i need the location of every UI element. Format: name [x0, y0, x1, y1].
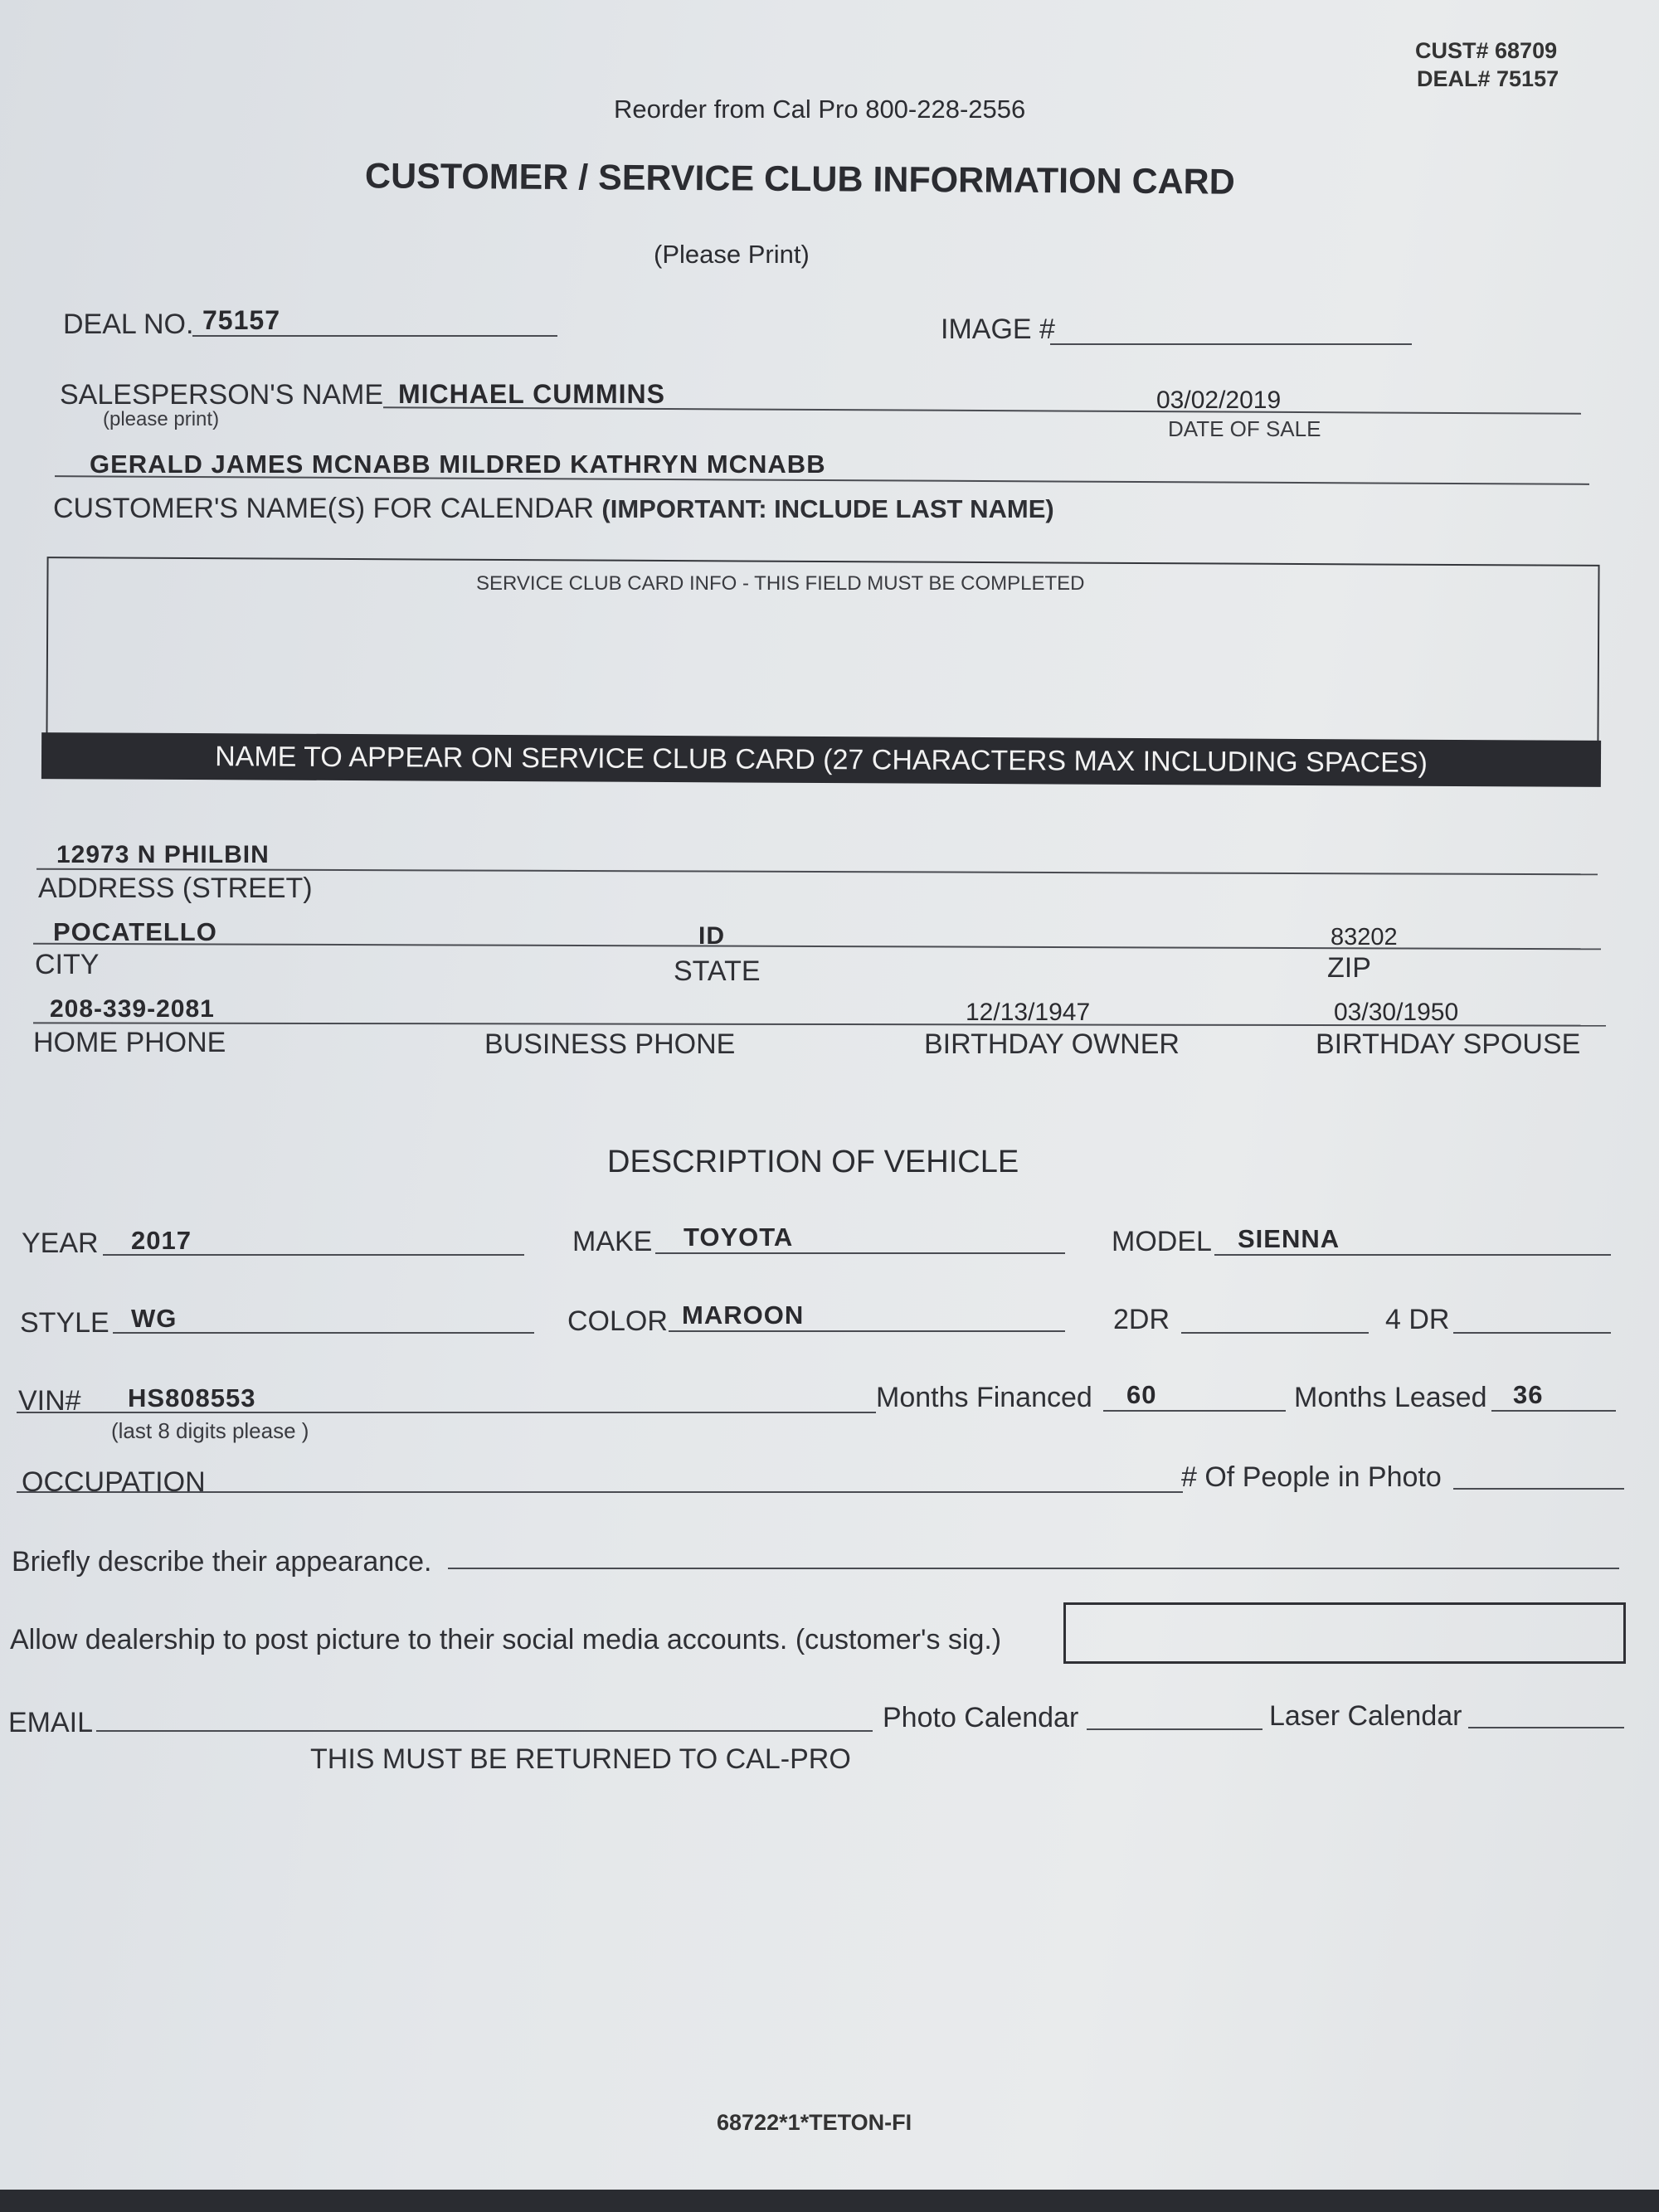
model-label: MODEL	[1112, 1226, 1212, 1257]
city-label: CITY	[35, 949, 100, 980]
style-label: STYLE	[20, 1307, 109, 1339]
customer-names-value: GERALD JAMES MCNABB MILDRED KATHRYN MCNABB	[90, 450, 826, 479]
make-label: MAKE	[572, 1226, 653, 1257]
photo-calendar-label: Photo Calendar	[883, 1702, 1079, 1733]
laser-calendar-label: Laser Calendar	[1269, 1700, 1462, 1732]
months-leased-value: 36	[1513, 1380, 1544, 1409]
photo-calendar-line	[1087, 1728, 1262, 1730]
birthday-owner-label: BIRTHDAY OWNER	[924, 1028, 1180, 1060]
months-financed-label: Months Financed	[876, 1382, 1092, 1413]
salesperson-sub-label: (please print)	[103, 408, 220, 430]
people-in-photo-label: # Of People in Photo	[1181, 1461, 1442, 1493]
laser-calendar-line	[1468, 1727, 1624, 1728]
zip-label: ZIP	[1327, 952, 1371, 984]
home-phone-value: 208-339-2081	[50, 995, 215, 1023]
months-leased-line	[1491, 1410, 1616, 1412]
appearance-line	[448, 1568, 1619, 1569]
two-door-label: 2DR	[1113, 1304, 1170, 1335]
customer-names-label-text: CUSTOMER'S NAME(S) FOR CALENDAR	[53, 493, 594, 524]
zip-value: 83202	[1331, 924, 1398, 950]
customer-signature-box[interactable]	[1063, 1602, 1626, 1664]
street-label: ADDRESS (STREET)	[38, 873, 313, 904]
customer-names-label	[53, 493, 1054, 525]
cust-number: CUST# 68709	[1415, 38, 1558, 63]
image-number-label: IMAGE #	[941, 314, 1055, 345]
year-value: 2017	[131, 1226, 192, 1255]
state-value: ID	[698, 922, 725, 950]
deal-number-corner: DEAL# 75157	[1417, 66, 1559, 91]
street-value: 12973 N PHILBIN	[56, 841, 270, 868]
deal-no-value: 75157	[202, 305, 280, 335]
birthday-owner-value: 12/13/1947	[966, 999, 1091, 1026]
date-of-sale-value: 03/02/2019	[1156, 386, 1282, 414]
city-value: POCATELLO	[53, 917, 217, 946]
vehicle-section-title: DESCRIPTION OF VEHICLE	[607, 1145, 1019, 1179]
reorder-note: Reorder from Cal Pro 800-228-2556	[614, 95, 1026, 124]
birthday-spouse-label: BIRTHDAY SPOUSE	[1316, 1028, 1581, 1060]
service-club-box-title: SERVICE CLUB CARD INFO - THIS FIELD MUST BE COMPLETED	[476, 572, 1085, 595]
occupation-label: OCCUPATION	[22, 1466, 206, 1498]
customer-names-important: (IMPORTANT: INCLUDE LAST NAME)	[601, 494, 1054, 523]
occupation-line	[17, 1491, 1183, 1493]
email-label: EMAIL	[8, 1707, 94, 1738]
vin-label: VIN#	[18, 1385, 81, 1417]
deal-no-label: DEAL NO.	[63, 309, 194, 340]
vin-value: HS808553	[128, 1383, 256, 1412]
color-value: MAROON	[682, 1300, 805, 1330]
home-phone-label: HOME PHONE	[33, 1027, 226, 1058]
vin-sub-label: (last 8 digits please )	[111, 1418, 309, 1443]
desk-edge	[0, 2190, 1659, 2212]
appearance-label: Briefly describe their appearance.	[12, 1546, 432, 1578]
please-print-note: (Please Print)	[654, 240, 810, 269]
birthday-spouse-value: 03/30/1950	[1334, 999, 1459, 1026]
salesperson-label: SALESPERSON'S NAME	[60, 379, 384, 411]
service-club-name-bar-label: NAME TO APPEAR ON SERVICE CLUB CARD (27 CHARACTERS MAX INCLUDING SPACES)	[215, 741, 1428, 779]
make-value: TOYOTA	[684, 1223, 794, 1252]
state-label: STATE	[674, 955, 761, 987]
return-note: THIS MUST BE RETURNED TO CAL-PRO	[310, 1743, 851, 1775]
year-label: YEAR	[22, 1228, 99, 1259]
model-value: SIENNA	[1238, 1224, 1340, 1253]
months-financed-value: 60	[1126, 1380, 1157, 1409]
image-number-line	[1050, 343, 1412, 345]
form-code: 68722*1*TETON-FI	[717, 2110, 912, 2135]
make-line	[655, 1252, 1065, 1254]
people-in-photo-line	[1453, 1488, 1624, 1490]
model-line	[1214, 1254, 1611, 1256]
four-door-label: 4 DR	[1385, 1304, 1450, 1335]
business-phone-label: BUSINESS PHONE	[484, 1028, 736, 1060]
email-line	[96, 1730, 873, 1732]
color-line	[669, 1330, 1065, 1332]
salesperson-value: MICHAEL CUMMINS	[398, 379, 665, 409]
months-financed-line	[1103, 1410, 1286, 1412]
form-title: CUSTOMER / SERVICE CLUB INFORMATION CARD	[364, 156, 1235, 202]
service-club-name-bar	[41, 732, 1601, 787]
color-label: COLOR	[567, 1305, 668, 1337]
style-value: WG	[131, 1304, 178, 1333]
two-door-line	[1181, 1332, 1369, 1334]
four-door-line	[1453, 1332, 1611, 1334]
months-leased-label: Months Leased	[1294, 1382, 1487, 1413]
social-media-label: Allow dealership to post picture to their social media accounts. (customer's sig.)	[10, 1624, 1002, 1655]
date-of-sale-label: DATE OF SALE	[1168, 416, 1321, 441]
